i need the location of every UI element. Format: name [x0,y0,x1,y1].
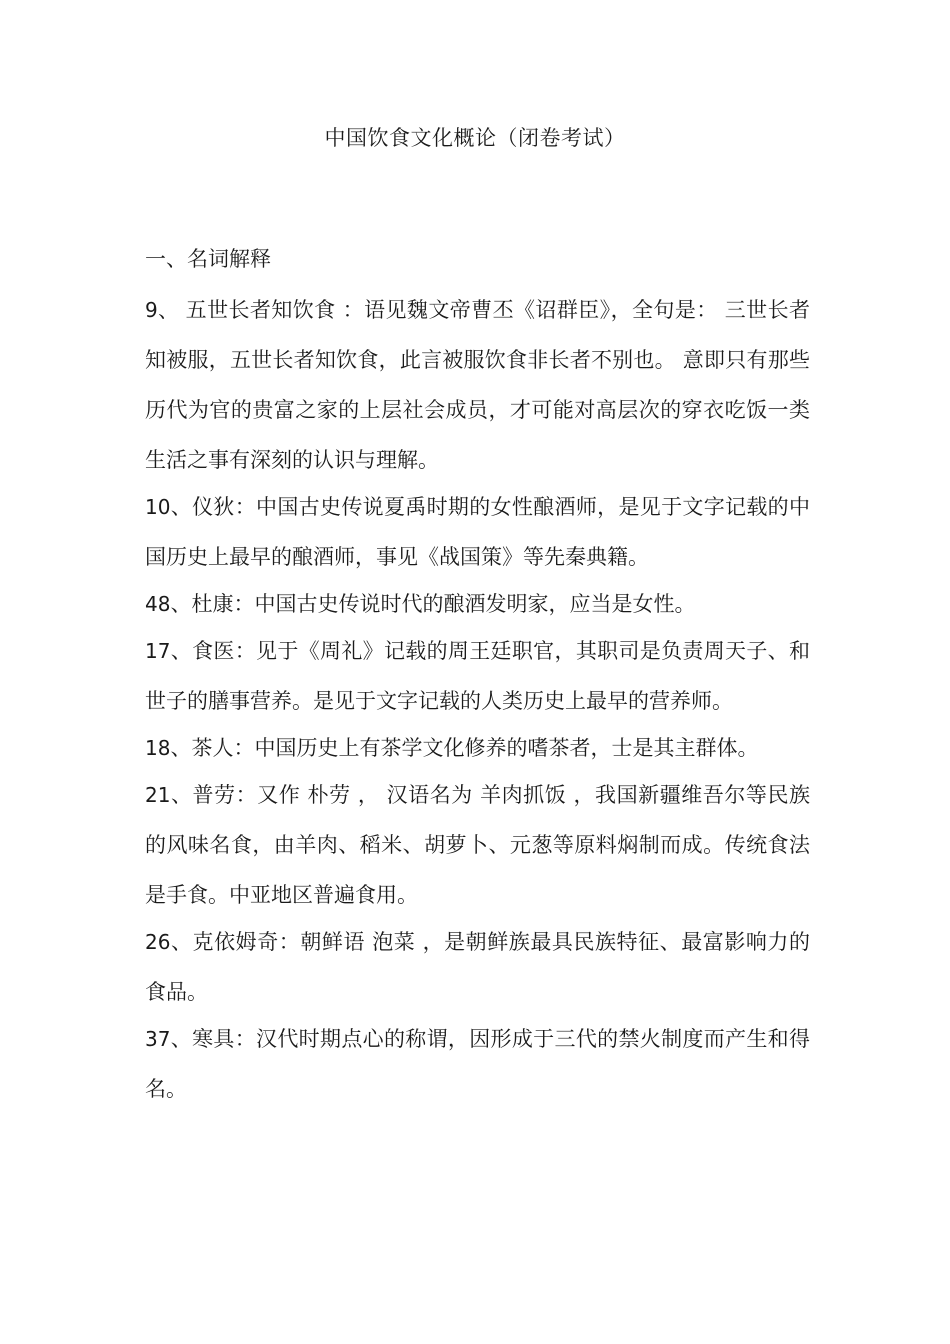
entry-text: 、寒具：汉代时期点心的称谓，因形成于三代的禁火制度而产生和得名。 [145,1027,810,1101]
entry-number: 26 [145,930,171,954]
entry-number: 9、 [145,298,179,322]
entry-text: 五世长者知饮食 ：语见魏文帝曹丕《诏群臣》，全句是： 三世长者知被服，五世长者知饮食，此言被服饮食非长者不别也。 意即只有那些历代为官的贵富之家的上层社会成员，才可能对高层次的穿衣吃饭一类生活之事有深刻的认识与理解。 [145,298,810,472]
entry-21 [145,770,810,920]
entry-10 [145,482,810,582]
entry-18 [145,723,810,773]
entry-37 [145,1014,810,1114]
section-heading: 一、名词解释 [145,247,271,271]
entry-text: 、茶人：中国历史上有茶学文化修养的嗜茶者，士是其主群体。 [170,736,759,760]
entry-number: 21 [145,783,171,807]
entry-list [145,285,810,1111]
entry-text: 、仪狄：中国古史传说夏禹时期的女性酿酒师，是见于文字记载的中国历史上最早的酿酒师，事见《战国策》等先秦典籍。 [145,495,810,569]
entry-number: 48 [145,592,171,616]
entry-48 [145,579,810,629]
entry-text: 、普劳：又作 朴劳 ， 汉语名为 羊肉抓饭 ，我国新疆维吾尔等民族的风味名食，由羊肉、稻米、胡萝卜、元葱等原料焖制而成。传统食法是手食。中亚地区普遍食用。 [145,783,810,907]
entry-text: 、食医：见于《周礼》记载的周王廷职官，其职司是负责周天子、和世子的膳事营养。是见于文字记载的人类历史上最早的营养师。 [145,639,810,713]
entry-9 [145,285,810,485]
entry-number: 18 [145,736,171,760]
entry-number: 10 [145,495,171,519]
entry-number: 17 [145,639,171,663]
entry-text: 、克依姆奇：朝鲜语 泡菜 ，是朝鲜族最具民族特征、最富影响力的食品。 [145,930,810,1004]
entry-17 [145,626,810,726]
document-title: 中国饮食文化概论（闭卷考试） [324,126,626,150]
entry-number: 37 [145,1027,171,1051]
entry-text: 、杜康：中国古史传说时代的酿酒发明家，应当是女性。 [170,592,696,616]
entry-26 [145,917,810,1017]
